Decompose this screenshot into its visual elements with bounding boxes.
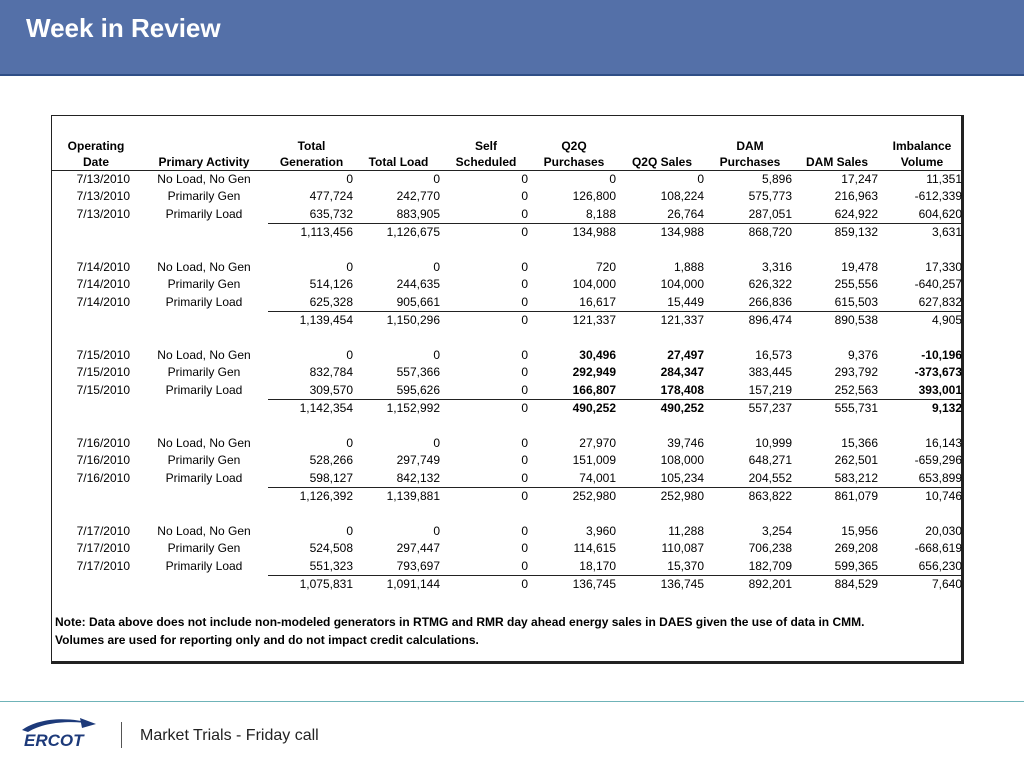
table-cell: 598,127 <box>309 470 353 485</box>
total-cell: 859,132 <box>794 224 880 242</box>
table-cell: 30,496 <box>579 348 616 363</box>
empty-cell <box>52 576 140 594</box>
table-cell: -640,257 <box>914 277 962 292</box>
table-row <box>52 171 964 189</box>
table-cell: 7/17/2010 <box>76 559 130 574</box>
table-cell: 656,230 <box>918 558 962 573</box>
total-cell: 0 <box>442 400 530 418</box>
table-cell: 625,328 <box>309 294 353 309</box>
table-cell: -659,296 <box>914 453 962 468</box>
table-cell: 653,899 <box>918 470 962 485</box>
table-cell: 9,376 <box>847 348 878 363</box>
table-cell: 27,497 <box>667 348 704 363</box>
table-cell: Primarily Load <box>165 383 243 398</box>
table-cell: 0 <box>521 365 528 380</box>
total-cell: 134,988 <box>530 224 618 242</box>
table-cell: 74,001 <box>579 470 616 485</box>
table-row <box>52 558 964 576</box>
table-cell: 0 <box>521 189 528 204</box>
table-cell: 266,836 <box>748 294 792 309</box>
total-cell: 136,745 <box>618 576 706 594</box>
table-cell: -668,619 <box>914 541 962 556</box>
table-cell: 5,896 <box>761 172 792 186</box>
table-cell: 269,208 <box>834 541 878 556</box>
table-cell: 11,351 <box>926 172 962 186</box>
table-cell: 0 <box>433 260 440 275</box>
total-cell: 0 <box>442 224 530 242</box>
spacer-row <box>52 506 964 523</box>
empty-cell <box>140 312 268 330</box>
table-cell: 0 <box>521 277 528 292</box>
table-cell: 7/14/2010 <box>76 277 130 292</box>
table-row <box>52 188 964 205</box>
spacer-row <box>52 242 964 259</box>
table-cell: 0 <box>521 470 528 485</box>
table-cell: 255,556 <box>834 277 878 292</box>
table-cell: 393,001 <box>918 382 962 397</box>
table-cell: 583,212 <box>834 470 878 485</box>
total-cell: 490,252 <box>618 400 706 418</box>
table-cell: No Load, No Gen <box>157 436 251 451</box>
col-header: Scheduled <box>442 154 530 171</box>
empty-cell <box>140 488 268 506</box>
table-cell: Primarily Load <box>165 295 243 310</box>
table-cell: 16,143 <box>925 436 962 451</box>
table-cell: 7/16/2010 <box>76 453 130 468</box>
header-row-bottom <box>52 154 964 171</box>
empty-cell <box>140 576 268 594</box>
col-header: Total Load <box>355 154 442 171</box>
table-cell: 842,132 <box>396 470 440 485</box>
table-cell: 648,271 <box>748 453 792 468</box>
table-cell: 0 <box>521 382 528 397</box>
table-cell: No Load, No Gen <box>157 260 251 275</box>
table-cell: 627,832 <box>918 294 962 309</box>
table-cell: 599,365 <box>834 558 878 573</box>
col-header: DAM Sales <box>794 154 880 171</box>
table-cell: 624,922 <box>834 206 878 221</box>
col-header <box>355 138 442 154</box>
total-cell: 892,201 <box>706 576 794 594</box>
table-cell: 0 <box>521 558 528 573</box>
table-cell: 905,661 <box>396 294 440 309</box>
total-cell: 1,113,456 <box>268 224 355 242</box>
table-cell: 110,087 <box>661 541 704 556</box>
table-cell: 0 <box>521 260 528 275</box>
table-cell: 126,800 <box>572 189 616 204</box>
table-cell: -612,339 <box>914 189 962 204</box>
table-cell: 883,905 <box>396 206 440 221</box>
table-cell: 3,254 <box>761 524 792 539</box>
total-cell: 896,474 <box>706 312 794 330</box>
ercot-logo <box>18 714 100 754</box>
table-row <box>52 540 964 557</box>
spacer-cell <box>52 418 964 435</box>
note-line: Volumes are used for reporting only and do not impact credit calculations. <box>55 633 479 647</box>
table-cell: 39,746 <box>667 436 704 451</box>
table-cell: Primarily Gen <box>167 189 241 204</box>
table-row <box>52 470 964 488</box>
table-cell: 284,347 <box>660 365 704 380</box>
total-cell: 10,746 <box>880 488 964 506</box>
table-cell: 1,888 <box>673 260 704 275</box>
total-cell: 868,720 <box>706 224 794 242</box>
table-cell: 793,697 <box>396 558 440 573</box>
spacer-row <box>52 418 964 435</box>
table-cell: 3,316 <box>761 260 792 275</box>
total-cell: 1,139,454 <box>268 312 355 330</box>
table-cell: 204,552 <box>748 470 792 485</box>
table-cell: 16,573 <box>755 348 792 363</box>
table-row <box>52 523 964 540</box>
table-cell: 293,792 <box>834 365 878 380</box>
page-title: Week in Review <box>26 13 221 43</box>
table-row <box>52 206 964 224</box>
table-cell: 7/14/2010 <box>76 295 130 310</box>
table-cell: 0 <box>346 436 353 451</box>
header-bar <box>0 0 1024 76</box>
note-text <box>55 613 864 649</box>
total-cell: 121,337 <box>618 312 706 330</box>
table-cell: 105,234 <box>660 470 704 485</box>
total-cell: 4,905 <box>880 312 964 330</box>
table-cell: 0 <box>609 172 616 186</box>
total-row <box>52 488 964 506</box>
empty-cell <box>140 224 268 242</box>
table-row <box>52 276 964 293</box>
table-cell: 104,000 <box>572 277 616 292</box>
total-row <box>52 576 964 594</box>
review-table <box>52 138 964 594</box>
footer-separator <box>121 722 122 748</box>
table-row <box>52 382 964 400</box>
table-cell: 287,051 <box>748 206 792 221</box>
table-cell: -373,673 <box>914 365 962 380</box>
table-cell: 0 <box>433 436 440 451</box>
table-cell: 178,408 <box>660 382 704 397</box>
col-header <box>618 138 706 154</box>
table-cell: 15,370 <box>667 558 704 573</box>
table-cell: 0 <box>521 348 528 363</box>
table-cell: 7/17/2010 <box>76 524 130 539</box>
total-cell: 1,139,881 <box>355 488 442 506</box>
table-row <box>52 364 964 381</box>
col-header: Date <box>52 154 140 171</box>
table-cell: 7/15/2010 <box>76 365 130 380</box>
table-body <box>52 171 964 594</box>
table-cell: 27,970 <box>579 436 616 451</box>
total-cell: 555,731 <box>794 400 880 418</box>
col-header: Imbalance <box>892 139 952 153</box>
empty-cell <box>52 488 140 506</box>
col-header: Purchases <box>706 154 794 171</box>
review-table-box <box>51 115 964 664</box>
spacer-cell <box>52 506 964 523</box>
table-cell: 0 <box>697 172 704 186</box>
table-cell: No Load, No Gen <box>157 348 251 363</box>
table-cell: 0 <box>521 206 528 221</box>
total-cell: 1,150,296 <box>355 312 442 330</box>
empty-cell <box>52 224 140 242</box>
table-cell: 0 <box>346 524 353 539</box>
table-cell: 604,620 <box>918 206 962 221</box>
total-cell: 0 <box>442 576 530 594</box>
col-header: Volume <box>880 154 964 171</box>
table-cell: 0 <box>521 524 528 539</box>
table-cell: 0 <box>433 172 440 186</box>
table-cell: 108,224 <box>660 189 704 204</box>
table-cell: 528,266 <box>309 453 353 468</box>
footer-divider <box>0 701 1024 702</box>
table-cell: 108,000 <box>660 453 704 468</box>
col-header: DAM <box>736 139 764 153</box>
table-cell: 383,445 <box>748 365 792 380</box>
total-cell: 863,822 <box>706 488 794 506</box>
table-cell: 575,773 <box>748 189 792 204</box>
table-cell: 7/16/2010 <box>76 436 130 451</box>
table-cell: 292,949 <box>572 365 616 380</box>
total-cell: 1,126,675 <box>355 224 442 242</box>
table-cell: 7/13/2010 <box>76 172 130 186</box>
table-cell: 7/15/2010 <box>76 348 130 363</box>
table-cell: 720 <box>595 260 616 275</box>
table-cell: 182,709 <box>748 558 792 573</box>
table-cell: 7/15/2010 <box>76 383 130 398</box>
table-cell: 0 <box>521 172 528 186</box>
table-cell: No Load, No Gen <box>157 524 251 539</box>
table-cell: 309,570 <box>309 382 353 397</box>
table-cell: 706,238 <box>748 541 792 556</box>
table-cell: 551,323 <box>309 558 353 573</box>
empty-cell <box>52 312 140 330</box>
col-header: Q2Q <box>561 139 587 153</box>
table-cell: 0 <box>521 294 528 309</box>
table-cell: 0 <box>433 524 440 539</box>
table-cell: 7/16/2010 <box>76 471 130 486</box>
table-cell: No Load, No Gen <box>157 172 251 186</box>
table-cell: 166,807 <box>572 382 616 397</box>
total-cell: 890,538 <box>794 312 880 330</box>
table-cell: 18,170 <box>579 558 616 573</box>
table-cell: 615,503 <box>834 294 878 309</box>
table-cell: Primarily Gen <box>167 277 241 292</box>
table-cell: Primarily Load <box>165 207 243 222</box>
total-cell: 1,075,831 <box>268 576 355 594</box>
table-cell: 16,617 <box>579 294 616 309</box>
table-cell: 557,366 <box>396 365 440 380</box>
table-cell: 157,219 <box>748 382 792 397</box>
table-cell: 20,030 <box>925 524 962 539</box>
col-header: Purchases <box>530 154 618 171</box>
table-cell: 477,724 <box>309 189 353 204</box>
spacer-row <box>52 330 964 347</box>
total-cell: 557,237 <box>706 400 794 418</box>
table-row <box>52 294 964 312</box>
table-cell: 15,366 <box>841 436 878 451</box>
table-cell: 15,956 <box>841 524 878 539</box>
table-cell: Primarily Gen <box>167 365 241 380</box>
total-cell: 0 <box>442 312 530 330</box>
total-cell: 0 <box>442 488 530 506</box>
table-cell: 114,615 <box>573 541 616 556</box>
empty-cell <box>52 400 140 418</box>
table-cell: 3,960 <box>585 524 616 539</box>
total-cell: 121,337 <box>530 312 618 330</box>
table-cell: 0 <box>521 436 528 451</box>
total-cell: 252,980 <box>618 488 706 506</box>
col-header <box>794 138 880 154</box>
col-header: Self <box>474 139 497 153</box>
footer-text: Market Trials - Friday call <box>140 727 319 744</box>
table-cell: 216,963 <box>834 189 878 204</box>
table-cell: 297,447 <box>396 541 440 556</box>
table-cell: 297,749 <box>396 453 440 468</box>
total-cell: 1,126,392 <box>268 488 355 506</box>
table-cell: 242,770 <box>396 189 440 204</box>
total-cell: 9,132 <box>880 400 964 418</box>
table-cell: 17,247 <box>841 172 878 186</box>
table-cell: -10,196 <box>921 348 962 363</box>
total-row <box>52 312 964 330</box>
total-cell: 1,152,992 <box>355 400 442 418</box>
spacer-cell <box>52 242 964 259</box>
table-cell: Primarily Gen <box>167 541 241 556</box>
table-cell: 0 <box>346 172 353 186</box>
table-cell: Primarily Load <box>165 559 243 574</box>
header-row-top <box>52 138 964 154</box>
table-cell: 524,508 <box>309 541 353 556</box>
total-cell: 134,988 <box>618 224 706 242</box>
total-row <box>52 400 964 418</box>
table-cell: 151,009 <box>572 453 616 468</box>
table-cell: 7/13/2010 <box>76 207 130 222</box>
table-cell: 595,626 <box>396 382 440 397</box>
total-cell: 252,980 <box>530 488 618 506</box>
table-cell: 15,449 <box>667 294 704 309</box>
total-row <box>52 224 964 242</box>
note-line: Note: Data above does not include non-modeled generators in RTMG and RMR day ahead energy sales in DAES given the use of data in CMM. <box>55 615 865 629</box>
table-cell: 8,188 <box>585 206 616 221</box>
table-cell: 10,999 <box>755 436 792 451</box>
table-cell: 0 <box>346 260 353 275</box>
total-cell: 884,529 <box>794 576 880 594</box>
col-header: Generation <box>268 154 355 171</box>
spacer-cell <box>52 330 964 347</box>
empty-cell <box>140 400 268 418</box>
table-cell: Primarily Gen <box>167 453 241 468</box>
table-cell: 0 <box>433 348 440 363</box>
col-header: Primary Activity <box>140 154 268 171</box>
table-cell: 244,635 <box>396 277 440 292</box>
col-header: Q2Q Sales <box>618 154 706 171</box>
table-cell: 832,784 <box>309 365 353 380</box>
table-row <box>52 435 964 452</box>
table-cell: 0 <box>346 348 353 363</box>
col-header <box>140 138 268 154</box>
table-cell: 104,000 <box>660 277 704 292</box>
table-cell: 17,330 <box>925 260 962 275</box>
table-cell: 11,288 <box>668 524 704 539</box>
col-header: Total <box>297 139 326 153</box>
total-cell: 490,252 <box>530 400 618 418</box>
table-cell: 262,501 <box>834 453 878 468</box>
total-cell: 136,745 <box>530 576 618 594</box>
table-cell: 626,322 <box>748 277 792 292</box>
total-cell: 861,079 <box>794 488 880 506</box>
table-cell: 26,764 <box>667 206 704 221</box>
table-cell: 514,126 <box>309 277 353 292</box>
table-cell: 0 <box>521 541 528 556</box>
table-cell: 252,563 <box>834 382 878 397</box>
table-cell: Primarily Load <box>165 471 243 486</box>
logo-text: ERCOT <box>24 731 84 750</box>
table-cell: 0 <box>521 453 528 468</box>
table-row <box>52 347 964 364</box>
total-cell: 1,091,144 <box>355 576 442 594</box>
table-cell: 635,732 <box>309 206 353 221</box>
table-cell: 7/13/2010 <box>76 189 130 204</box>
table-row <box>52 259 964 276</box>
col-header: Operating <box>67 139 125 153</box>
table-cell: 19,478 <box>841 260 878 275</box>
table-row <box>52 452 964 469</box>
table-cell: 7/14/2010 <box>76 260 130 275</box>
total-cell: 3,631 <box>880 224 964 242</box>
table-cell: 7/17/2010 <box>76 541 130 556</box>
total-cell: 1,142,354 <box>268 400 355 418</box>
total-cell: 7,640 <box>880 576 964 594</box>
